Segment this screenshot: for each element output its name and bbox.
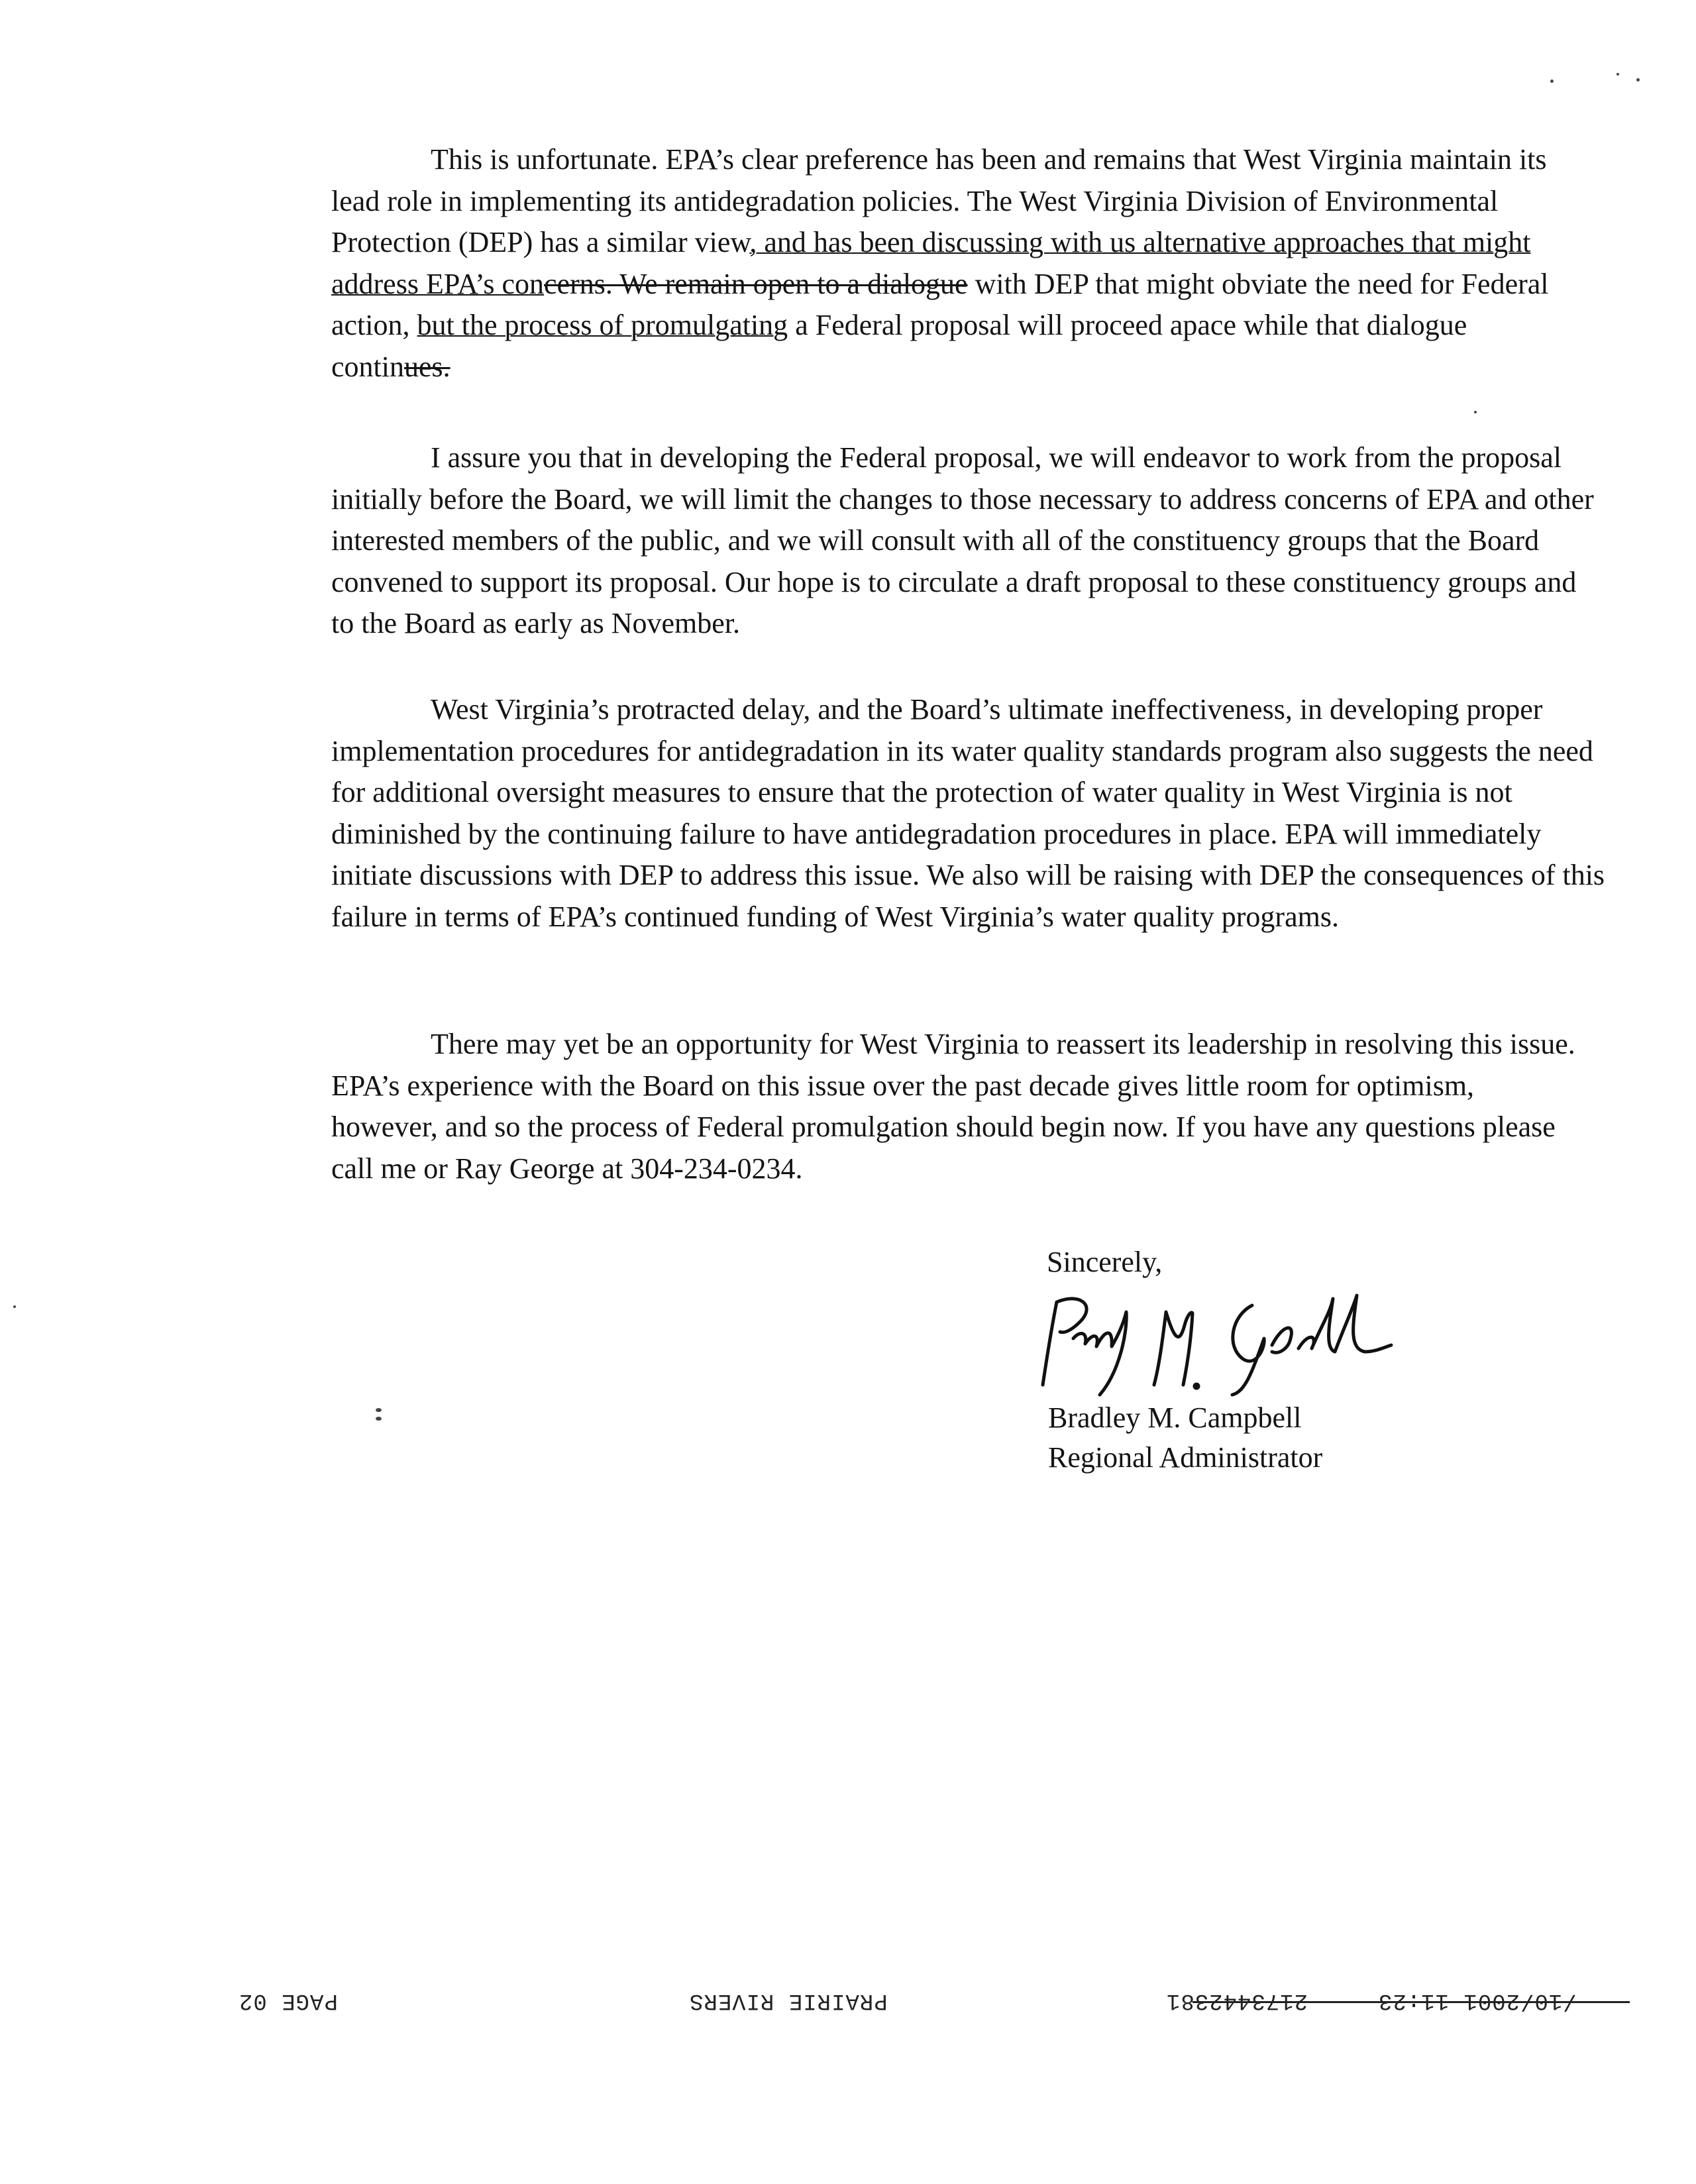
scan-speck bbox=[1550, 80, 1554, 83]
closing-salutation: Sincerely, bbox=[1047, 1246, 1163, 1278]
paragraph-opportunity bbox=[331, 1024, 1583, 1189]
fax-page-number: PAGE 02 bbox=[238, 1988, 338, 2013]
paragraph-text-segment: This is unfortunate. EPA’s clear preference has been and remains that West Virginia maintain its lead role in implementing its antidegradation policies. The West Virginia Division of Environmental Protection (DEP) has a similar view bbox=[331, 143, 1547, 259]
scan-speck bbox=[13, 1305, 16, 1308]
paragraph-text-segment: a Federal proposal will proceed apace while that dialogue contin bbox=[331, 309, 1467, 383]
paragraph-text-segment: cerns. We remain open to a dialogue bbox=[544, 267, 968, 300]
paragraph-assurance bbox=[331, 437, 1603, 645]
paragraph-text-segment: ues. bbox=[403, 350, 450, 383]
scan-speck bbox=[1474, 411, 1477, 413]
scan-speck bbox=[376, 1417, 382, 1421]
paragraph-oversight bbox=[331, 689, 1610, 938]
paragraph-text-segment: with DEP that might obviate the need for Federal action, bbox=[331, 267, 1549, 342]
scan-speck bbox=[1636, 78, 1640, 82]
paragraph-text-segment: I assure you that in developing the Federal proposal, we will endeavor to work from the proposal initially before the Board, we will limit the changes to those necessary to address concerns of EPA and other interested members of the public, and we will consult with all of the constituency groups that the Board convened to support its proposal. Our hope is to circulate a draft proposal to these constituency groups and to the Board as early as November. bbox=[331, 441, 1594, 640]
signer-title: Regional Administrator bbox=[1048, 1441, 1323, 1474]
fax-phone: 2173442381 bbox=[1166, 1988, 1308, 2013]
signature-graphic bbox=[1034, 1285, 1404, 1398]
paragraph-text-segment: There may yet be an opportunity for West Virginia to reassert its leadership in resolving this issue. EPA’s experience with the Board on this issue over the past decade gives little room for optimism, however, and so the process of Federal promulgation should begin now. If you have any questions please call me or Ray George at 304-234-0234. bbox=[331, 1028, 1575, 1185]
paragraph-text-segment: , and has been discussing with us alternative approaches that might address EPA’s con bbox=[331, 226, 1531, 300]
scan-speck bbox=[1616, 73, 1619, 76]
signer-name: Bradley M. Campbell bbox=[1048, 1401, 1302, 1434]
paragraph-text-segment: West Virginia’s protracted delay, and the Board’s ultimate ineffectiveness, in developing proper implementation procedures for antidegradation in its water quality standards program also suggests the need for additional oversight measures to ensure that the protection of water quality in West Virginia is not diminished by the continuing failure to have antidegradation procedures in place. EPA will immediately initiate discussions with DEP to address this issue. We also will be raising with DEP the consequences of this failure in terms of EPA’s continued funding of West Virginia’s water quality programs. bbox=[331, 693, 1605, 933]
scan-speck bbox=[376, 1408, 382, 1412]
paragraph-unfortunate bbox=[331, 139, 1577, 388]
paragraph-text-segment: but the process of promulgating bbox=[417, 309, 788, 342]
fax-sender: PRAIRIE RIVERS bbox=[689, 1988, 888, 2013]
fax-date-time: /10/2001 11:23 bbox=[1378, 1988, 1577, 2013]
